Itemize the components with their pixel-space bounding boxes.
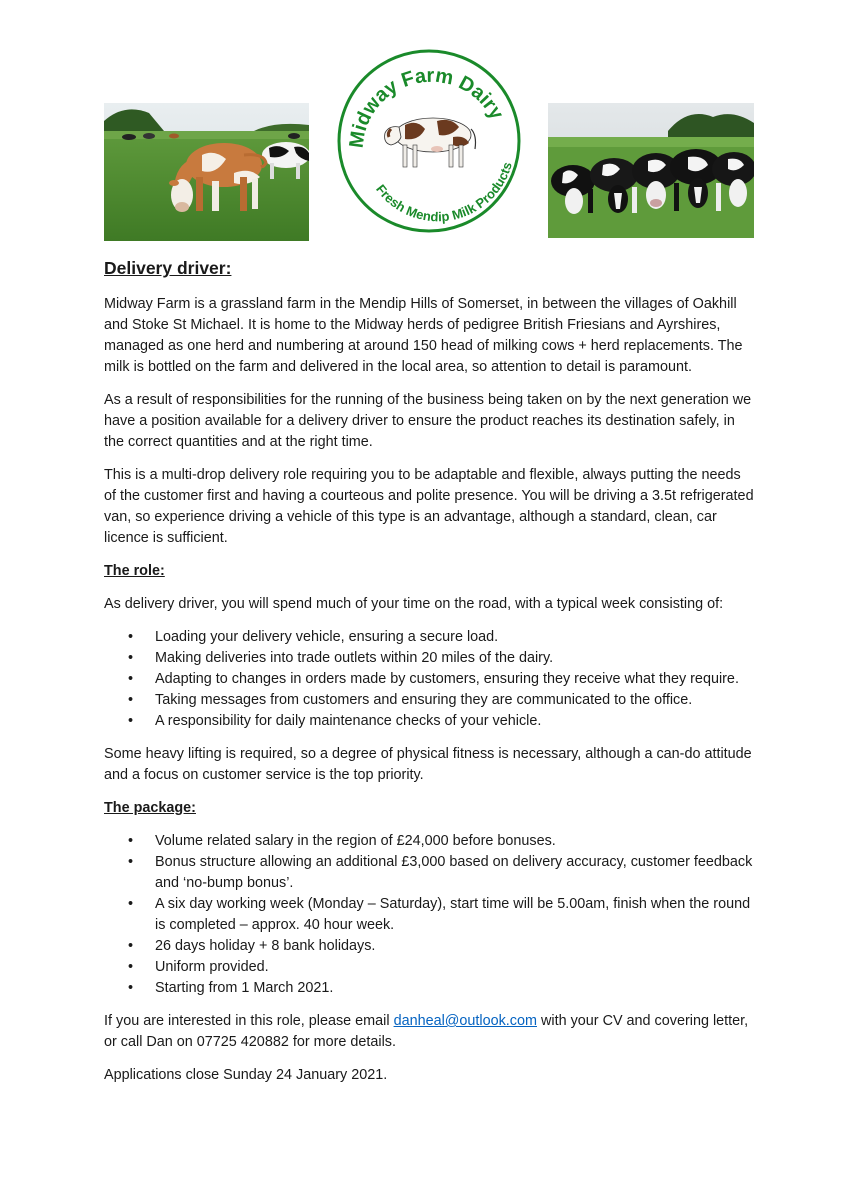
bullet-icon: • [128,650,134,666]
bullet-icon: • [128,629,134,645]
job-description [104,256,754,1098]
list-item: • Uniform provided. [104,957,754,978]
position-paragraph: As a result of responsibilities for the running of the business being taken on by the next generation we have a position available for a delivery driver to ensure the product reaches its destination safely, in the correct quantities and at the right time. [104,392,752,450]
bullet-icon: • [128,959,134,975]
package-heading: The package: [104,800,196,816]
logo-top-text: Midway Farm Dairy [345,64,508,150]
role-intro: As delivery driver, you will spend much of your time on the road, with a typical week consisting of: [104,596,724,612]
list-item: • Loading your delivery vehicle, ensuring a secure load. [104,627,754,648]
holstein-cows-photo [548,103,754,238]
list-item: • A responsibility for daily maintenance checks of your vehicle. [104,711,754,732]
bullet-icon: • [128,980,134,996]
list-item: • Taking messages from customers and ensuring they are communicated to the office. [104,690,754,711]
bullet-icon: • [128,896,134,912]
role-list [104,627,754,732]
package-list [104,831,754,999]
svg-text:Fresh Mendip Milk Products [373,160,515,224]
email-link[interactable]: danheal@outlook.com [393,1013,537,1029]
cow-icon [385,118,476,167]
farm-logo [333,45,525,237]
intro-paragraph: Midway Farm is a grassland farm in the Mendip Hills of Somerset, in between the villages of Oakhill and Stoke St Michael. It is home to the Midway herds of pedigree British Friesians and Ayrshires, managed as one herd and numbering at around 150 head of milking cows + herd replacements. The milk is bottled on the farm and delivered in the local area, so attention to detail is paramount. [104,296,743,375]
bullet-icon: • [128,671,134,687]
logo-bottom-text: Fresh Mendip Milk Products [373,160,515,225]
bullet-icon: • [128,938,134,954]
bullet-icon: • [128,713,134,729]
list-item: • Volume related salary in the region of £24,000 before bonuses. [104,831,754,852]
multidrop-paragraph: This is a multi-drop delivery role requiring you to be adaptable and flexible, always putting the needs of the customer first and having a courteous and polite presence. You will be driving a 3.5t refrigerated van, so experience driving a vehicle of this type is an advantage, although a standard, clean, car licence is sufficient. [104,467,754,546]
closing-date: Applications close Sunday 24 January 2021. [104,1067,388,1083]
cows-grazing-photo [104,103,309,241]
bullet-icon: • [128,854,134,870]
list-item: • Adapting to changes in orders made by customers, ensuring they receive what they require. [104,669,754,690]
page-title: Delivery driver: [104,258,232,278]
list-item: • A six day working week (Monday – Saturday), start time will be 5.00am, finish when the round is completed – approx. 40 hour week. [128,896,751,933]
list-item: • Bonus structure allowing an additional £3,000 based on delivery accuracy, customer feedback and ‘no-bump bonus’. [128,854,753,891]
list-item: • 26 days holiday + 8 bank holidays. [104,936,754,957]
list-item: • Starting from 1 March 2021. [104,978,754,999]
list-item: • Making deliveries into trade outlets within 20 miles of the dairy. [104,648,754,669]
role-outro: Some heavy lifting is required, so a degree of physical fitness is necessary, although a can-do attitude and a focus on customer service is the top priority. [104,746,752,783]
role-heading: The role: [104,563,165,579]
contact-paragraph: If you are interested in this role, please email danheal@outlook.com with your CV and covering letter, or call Dan on 07725 420882 for more details. [104,1013,749,1050]
bullet-icon: • [128,692,134,708]
bullet-icon: • [128,833,134,849]
